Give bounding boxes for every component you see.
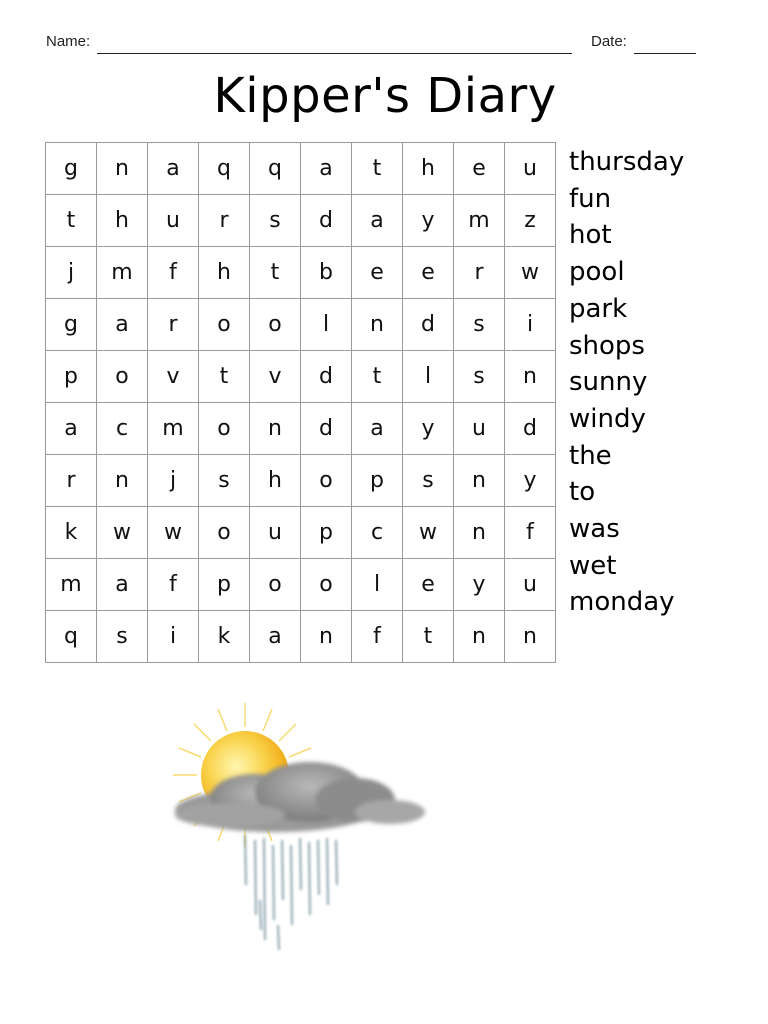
word-list-item: fun — [569, 183, 612, 214]
grid-cell[interactable]: r — [46, 455, 97, 507]
grid-cell[interactable]: g — [46, 299, 97, 351]
grid-cell[interactable]: v — [250, 351, 301, 403]
word-search-grid — [45, 142, 556, 663]
grid-cell[interactable]: w — [403, 507, 454, 559]
date-field[interactable] — [634, 35, 696, 54]
date-label: Date: — [591, 33, 627, 50]
grid-cell[interactable]: s — [199, 455, 250, 507]
grid-row — [46, 611, 556, 663]
grid-cell[interactable]: r — [148, 299, 199, 351]
grid-cell[interactable]: d — [505, 403, 556, 455]
grid-cell[interactable]: t — [403, 611, 454, 663]
grid-cell[interactable]: z — [505, 195, 556, 247]
rain — [245, 835, 337, 950]
grid-cell[interactable]: p — [46, 351, 97, 403]
grid-cell[interactable]: s — [454, 299, 505, 351]
grid-cell[interactable]: f — [148, 559, 199, 611]
grid-cell[interactable]: f — [352, 611, 403, 663]
grid-cell[interactable]: t — [46, 195, 97, 247]
grid-cell[interactable]: r — [454, 247, 505, 299]
name-field[interactable] — [97, 35, 572, 54]
grid-cell[interactable]: q — [46, 611, 97, 663]
grid-cell[interactable]: l — [352, 559, 403, 611]
grid-cell[interactable]: n — [97, 143, 148, 195]
grid-cell[interactable]: k — [46, 507, 97, 559]
grid-cell[interactable]: l — [301, 299, 352, 351]
grid-cell[interactable]: a — [97, 559, 148, 611]
grid-cell[interactable]: e — [403, 247, 454, 299]
word-list-item: shops — [569, 330, 645, 361]
grid-cell[interactable]: r — [199, 195, 250, 247]
grid-cell[interactable]: w — [505, 247, 556, 299]
grid-cell[interactable]: t — [352, 351, 403, 403]
grid-cell[interactable]: a — [97, 299, 148, 351]
word-list-item: thursday — [569, 147, 685, 177]
word-list-item: was — [569, 514, 620, 545]
grid-cell[interactable]: s — [454, 351, 505, 403]
grid-cell[interactable]: u — [505, 559, 556, 611]
grid-cell[interactable]: d — [301, 403, 352, 455]
grid-cell[interactable]: o — [199, 299, 250, 351]
grid-cell[interactable]: m — [97, 247, 148, 299]
grid-cell[interactable]: t — [250, 247, 301, 299]
grid-row — [46, 195, 556, 247]
grid-cell[interactable]: q — [199, 143, 250, 195]
word-list-item: to — [569, 477, 596, 508]
grid-cell[interactable]: j — [148, 455, 199, 507]
grid-cell[interactable]: q — [250, 143, 301, 195]
word-list-item: wet — [569, 550, 617, 581]
grid-cell[interactable]: k — [199, 611, 250, 663]
grid-cell[interactable]: v — [148, 351, 199, 403]
grid-cell[interactable]: u — [505, 143, 556, 195]
grid-cell[interactable]: a — [46, 403, 97, 455]
grid-cell[interactable]: d — [301, 351, 352, 403]
grid-cell[interactable]: e — [454, 143, 505, 195]
grid-cell[interactable]: p — [301, 507, 352, 559]
word-list-item: park — [569, 293, 628, 324]
grid-cell[interactable]: y — [403, 403, 454, 455]
grid-cell[interactable]: o — [199, 403, 250, 455]
weather-sun-cloud-rain-icon — [160, 700, 440, 960]
grid-row — [46, 507, 556, 559]
grid-cell[interactable]: n — [352, 299, 403, 351]
grid-cell[interactable]: s — [97, 611, 148, 663]
grid-cell[interactable]: w — [148, 507, 199, 559]
grid-cell[interactable]: b — [301, 247, 352, 299]
grid-cell[interactable]: u — [250, 507, 301, 559]
grid-cell[interactable]: t — [199, 351, 250, 403]
grid-row — [46, 143, 556, 195]
grid-cell[interactable]: e — [352, 247, 403, 299]
grid-cell[interactable]: o — [250, 299, 301, 351]
grid-cell[interactable]: a — [301, 143, 352, 195]
grid-cell[interactable]: n — [454, 507, 505, 559]
grid-cell[interactable]: o — [199, 507, 250, 559]
word-list-item: sunny — [569, 367, 648, 398]
grid-cell[interactable]: a — [352, 403, 403, 455]
grid-cell[interactable]: n — [454, 455, 505, 507]
grid-cell[interactable]: g — [46, 143, 97, 195]
word-list-item: windy — [569, 403, 646, 434]
grid-cell[interactable]: n — [505, 351, 556, 403]
grid-cell[interactable]: t — [352, 143, 403, 195]
grid-row — [46, 351, 556, 403]
grid-cell[interactable]: y — [454, 559, 505, 611]
word-list — [569, 144, 684, 621]
grid-row — [46, 299, 556, 351]
grid-cell[interactable]: a — [352, 195, 403, 247]
grid-cell[interactable]: u — [454, 403, 505, 455]
grid-cell[interactable]: n — [97, 455, 148, 507]
grid-cell[interactable]: c — [97, 403, 148, 455]
grid-cell[interactable]: o — [301, 559, 352, 611]
grid-cell[interactable]: s — [250, 195, 301, 247]
grid-cell[interactable]: a — [148, 143, 199, 195]
grid-cell[interactable]: i — [148, 611, 199, 663]
grid-cell[interactable]: p — [199, 559, 250, 611]
grid-row — [46, 247, 556, 299]
grid-row — [46, 455, 556, 507]
grid-cell[interactable]: m — [454, 195, 505, 247]
name-label: Name: — [46, 33, 91, 50]
grid-cell[interactable]: y — [403, 195, 454, 247]
grid-cell[interactable]: o — [301, 455, 352, 507]
grid-cell[interactable]: j — [46, 247, 97, 299]
grid-cell[interactable]: m — [148, 403, 199, 455]
grid-cell[interactable]: n — [454, 611, 505, 663]
grid-cell[interactable]: h — [97, 195, 148, 247]
word-list-item: monday — [569, 587, 675, 618]
grid-cell[interactable]: o — [97, 351, 148, 403]
grid-cell[interactable]: n — [505, 611, 556, 663]
grid-cell[interactable]: y — [505, 455, 556, 507]
word-list-item: pool — [569, 257, 625, 288]
grid-cell[interactable]: f — [148, 247, 199, 299]
grid-cell[interactable]: h — [199, 247, 250, 299]
grid-row — [46, 403, 556, 455]
word-list-item: hot — [569, 220, 612, 251]
grid-cell[interactable]: d — [301, 195, 352, 247]
grid-cell[interactable]: n — [250, 403, 301, 455]
grid-cell[interactable]: e — [403, 559, 454, 611]
grid-cell[interactable]: a — [250, 611, 301, 663]
grid-cell[interactable]: h — [250, 455, 301, 507]
grid-cell[interactable]: c — [352, 507, 403, 559]
grid-cell[interactable]: p — [352, 455, 403, 507]
grid-cell[interactable]: m — [46, 559, 97, 611]
grid-cell[interactable]: u — [148, 195, 199, 247]
grid-cell[interactable]: o — [250, 559, 301, 611]
grid-cell[interactable]: s — [403, 455, 454, 507]
grid-cell[interactable]: f — [505, 507, 556, 559]
grid-cell[interactable]: n — [301, 611, 352, 663]
word-list-item: the — [569, 440, 612, 471]
grid-cell[interactable]: w — [97, 507, 148, 559]
page-title: Kipper's Diary — [213, 68, 557, 124]
grid-cell[interactable]: d — [403, 299, 454, 351]
grid-cell[interactable]: h — [403, 143, 454, 195]
grid-cell[interactable]: i — [505, 299, 556, 351]
grid-cell[interactable]: l — [403, 351, 454, 403]
grid-row — [46, 559, 556, 611]
